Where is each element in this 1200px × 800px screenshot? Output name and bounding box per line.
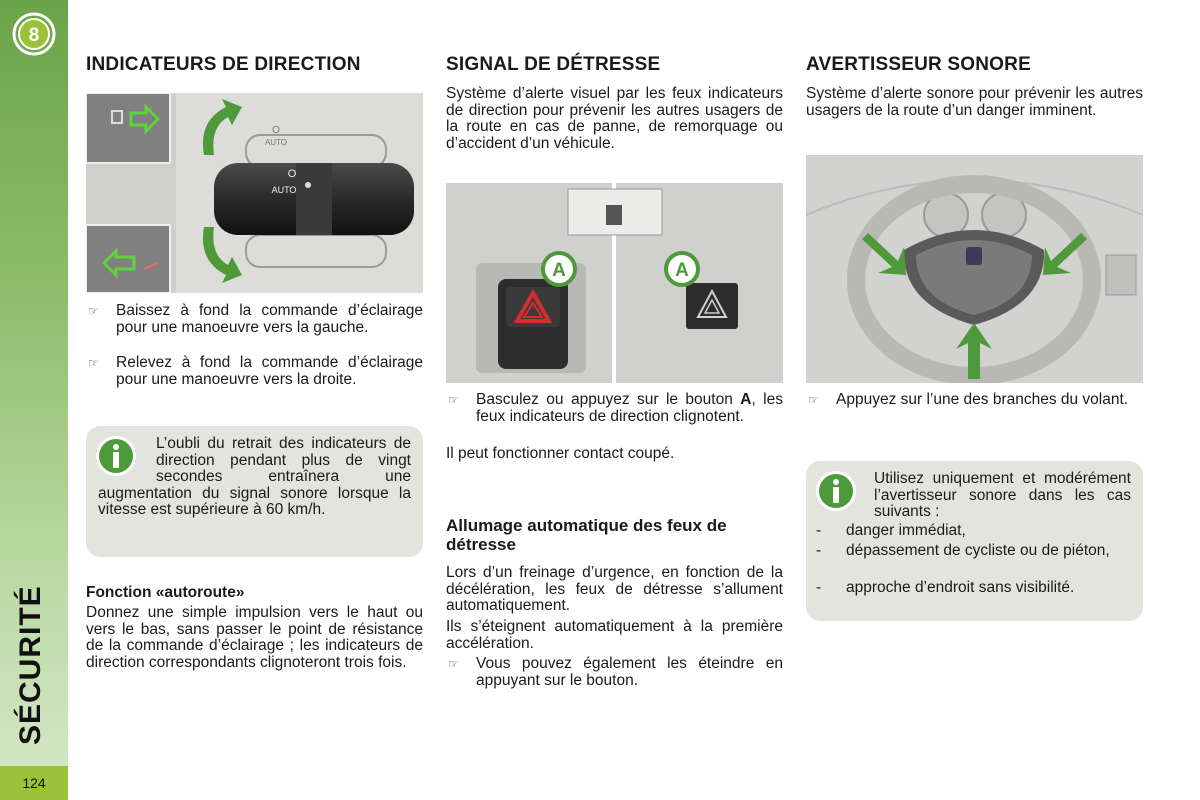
auto-hazard-heading: Allumage automatique des feux de détresse	[446, 516, 727, 554]
page-number: 124	[0, 766, 68, 800]
auto-hazard-para2: Ils s’éteignent automatiquement à la première accélération.	[446, 618, 783, 652]
ghost-label-auto: AUTO	[264, 138, 288, 147]
auto-hazard-para1: Lors d’un freinage d’urgence, en fonction de la décélération, les feux de détresse s’allument automatiquement.	[446, 564, 783, 614]
hand-pointer-icon: ☞	[448, 657, 459, 671]
bullet-turn-right	[86, 355, 423, 388]
section-title: SÉCURITÉ	[14, 585, 47, 745]
section-sidebar	[0, 0, 68, 800]
info-text: Utilisez uniquement et modérément l’avertisseur sonore dans les cas suivants :	[874, 470, 1131, 520]
heading-horn: AVERTISSEUR SONORE	[806, 54, 1031, 75]
hazard-button-illustration	[446, 183, 783, 383]
dash-bullet: -	[816, 522, 822, 539]
autoroute-text: Donnez une simple impulsion vers le haut ou vers le bas, sans passer le point de résistance de la commande d’éclairage ; les indicateurs de direction correspondants clignoteront trois fois.	[86, 604, 423, 671]
list-item-text: approche d’endroit sans visibilité.	[846, 579, 1075, 596]
info-box-reminder	[86, 426, 423, 557]
dash-bullet: -	[816, 542, 822, 559]
chapter-number: 8	[28, 25, 40, 46]
dash-bullet: -	[816, 579, 822, 596]
horn-intro: Système d’alerte sonore pour prévenir les autres usagers de la route d’un danger imminent.	[806, 85, 1143, 119]
steering-wheel-illustration	[806, 155, 1143, 383]
bullet-turn-off	[446, 656, 783, 689]
info-icon	[94, 434, 138, 478]
list-item	[816, 580, 1132, 597]
ghost-label-off: O	[272, 125, 280, 136]
stalk-label-off: O	[287, 168, 297, 180]
hazard-drawing	[446, 183, 783, 383]
info-text: L’oubli du retrait des indicateurs de direction pendant plus de vingt secondes entraînera une augmentation du signal sonore lorsque la vitesse est supérieure à 60 km/h.	[98, 435, 411, 518]
bullet-turn-left	[86, 303, 423, 336]
label-a-left: A	[552, 260, 566, 281]
stalk-label-auto: AUTO	[271, 185, 297, 195]
ignition-off-note: Il peut fonctionner contact coupé.	[446, 445, 675, 462]
hazard-intro: Système d’alerte visuel par les feux indicateurs de direction pour prévenir les autres usagers de la route en cas de panne, de remorquage ou d’accident d’un véhicule.	[446, 85, 783, 152]
info-icon	[814, 469, 858, 513]
bullet-press-wheel	[806, 392, 1143, 409]
bullet-text: Vous pouvez également les éteindre en appuyant sur le bouton.	[476, 655, 783, 689]
list-item	[816, 523, 1132, 540]
bullet-press-a	[446, 392, 783, 425]
hand-pointer-icon: ☞	[88, 356, 99, 370]
list-item-text: dépassement de cycliste ou de piéton,	[846, 542, 1110, 559]
hand-pointer-icon: ☞	[448, 393, 459, 407]
heading-hazard-signal: SIGNAL DE DÉTRESSE	[446, 54, 661, 75]
info-box-horn-usage	[806, 461, 1143, 621]
bullet-text-prefix: Basculez ou appuyez sur le bouton	[476, 391, 741, 408]
stalk-illustration	[86, 93, 423, 293]
hand-pointer-icon: ☞	[88, 304, 99, 318]
bullet-text: Baissez à fond la commande d’éclairage pour une manoeuvre vers la gauche.	[116, 302, 423, 336]
button-a-ref: A	[740, 391, 752, 408]
stalk-drawing	[86, 93, 423, 293]
bullet-text-suffix: , les feux indicateurs de direction clignotent.	[476, 391, 783, 425]
chapter-badge-icon	[12, 12, 56, 56]
heading-direction-indicators: INDICATEURS DE DIRECTION	[86, 54, 361, 75]
label-a-right: A	[675, 260, 689, 281]
bullet-text: Relevez à fond la commande d’éclairage pour une manoeuvre vers la droite.	[116, 354, 423, 388]
list-item-text: danger immédiat,	[846, 522, 966, 539]
bullet-text: Appuyez sur l’une des branches du volant.	[836, 391, 1129, 408]
hand-pointer-icon: ☞	[808, 393, 819, 407]
steering-wheel-drawing	[806, 155, 1143, 383]
autoroute-heading: Fonction «autoroute»	[86, 584, 245, 601]
list-item	[816, 543, 1132, 560]
